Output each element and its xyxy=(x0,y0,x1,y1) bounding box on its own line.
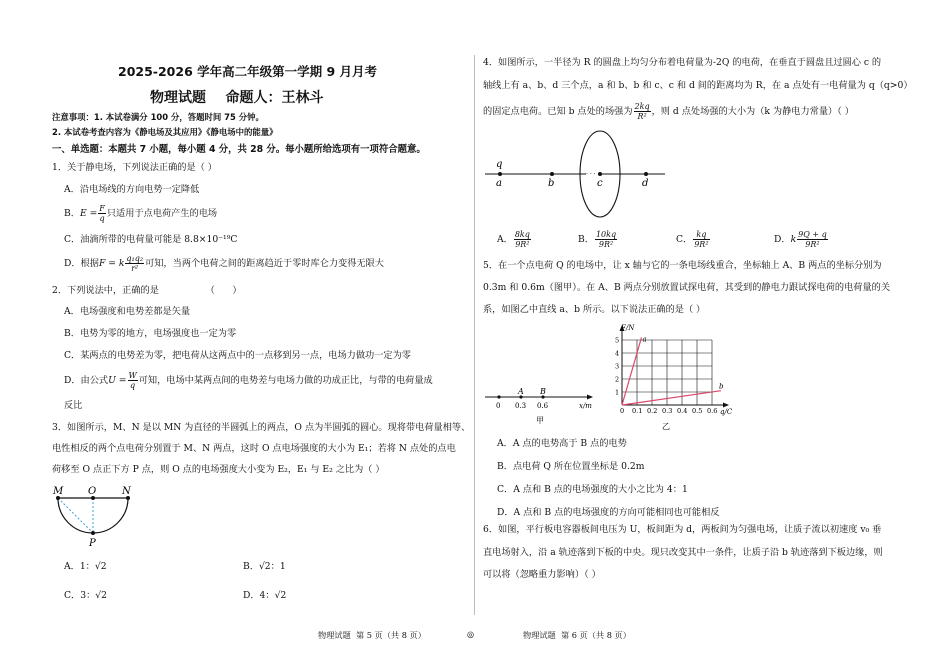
q5-yi-y-ticks xyxy=(615,337,619,397)
q2-stem: 2．下列说法中，正确的是 （ ） xyxy=(52,285,242,296)
q4-b-num: 10kq xyxy=(595,230,617,239)
q4-d-label: D． xyxy=(774,234,791,245)
q4-option-d xyxy=(774,230,829,249)
q4-d-den: 9R² xyxy=(805,240,820,249)
q5-jia-tick-0: 0 xyxy=(496,402,501,410)
q5-yi-label-a: a xyxy=(642,335,647,344)
q2-d-label: D．由公式 xyxy=(64,375,109,386)
exam-title: 2025-2026 学年高二年级第一学期 9 月月考 xyxy=(118,64,378,79)
q5-fig-yi xyxy=(600,323,735,435)
q5-yi-xtick-label: 0 xyxy=(620,407,625,415)
q3-semicircle-figure xyxy=(50,484,140,550)
q5-jia-caption: 甲 xyxy=(536,416,544,425)
q3-line3: 荷移至 O 点正下方 P 点，则 O 点的电场强度大小变为 E₂，E₁ 与 E₂ 之比为（ ） xyxy=(52,464,385,475)
q5-jia-tick-03: 0.3 xyxy=(515,402,527,410)
q1-d-fraction xyxy=(125,254,144,273)
q4-line3 xyxy=(483,102,854,121)
q3-line2: 电性相反的两个点电荷分别置于 M、N 两点，这时 O 点电场强度的大小为 E₁；若将 N 点处的点电 xyxy=(52,443,456,454)
q4-field-num: 2kq xyxy=(634,102,650,111)
q5-jia-label-b: B xyxy=(540,387,546,396)
q3-line1: 3．如图所示，M、N 是以 MN 为直径的半圆弧上的两点，O 点为半圆弧的圆心。现将带电荷量相等、 xyxy=(52,422,471,433)
q1-stem: 1．关于静电场，下列说法正确的是（ ） xyxy=(52,162,217,173)
subject-title: 物理试题 命题人：王林斗 xyxy=(150,90,324,106)
q5-yi-ytick-label: 4 xyxy=(615,349,620,358)
q4-point-a xyxy=(498,172,502,176)
q4-a-fraction xyxy=(514,230,531,249)
q4-c-num: kq xyxy=(693,230,709,240)
q3-point-p xyxy=(91,531,95,535)
q2-d-den: q xyxy=(130,381,136,390)
q4-field-den: R² xyxy=(637,112,647,121)
q5-yi-xtick-label: 0.2 xyxy=(647,407,658,415)
q3-label-p: P xyxy=(89,538,96,549)
q4-axis-dots: · · · xyxy=(586,171,596,178)
q5-yi-ytick-label: 5 xyxy=(615,336,620,345)
q4-label-c: c xyxy=(597,178,603,189)
q4-line3-post: ，则 d 点处场强的大小为（k 为静电力常量）（ ） xyxy=(651,106,854,117)
q2-option-d-cont: 反比 xyxy=(64,400,83,411)
notes-line1 xyxy=(52,111,264,123)
q4-a-num: 8kq xyxy=(514,230,530,239)
q1-b-text: 只适用于点电荷产生的电场 xyxy=(106,208,218,219)
q5-jia-tick-06: 0.6 xyxy=(537,402,549,410)
q5-yi-ytick-label: 1 xyxy=(615,388,620,397)
q5-yi-grid xyxy=(622,340,712,405)
q1-d-eq: F = k xyxy=(98,258,125,269)
q5-option-a: A．A 点的电势高于 B 点的电势 xyxy=(497,438,627,449)
q6-line2: 直电场射入，沿 a 轨迹落到下板的中央。现只改变其中一条件，让质子沿 b 轨迹落到下板边缘，则 xyxy=(483,547,883,558)
q1-option-a: A．沿电场线的方向电势一定降低 xyxy=(64,184,200,195)
q3-option-c: C．3：√2 xyxy=(64,590,107,601)
section-heading: 一、单选题：本题共 7 小题，每小题 4 分，共 28 分。每小题所给选项有一项符合题意。 xyxy=(52,144,426,155)
q2-option-a: A．电场强度和电势差都是矢量 xyxy=(64,306,191,317)
q4-line1: 4．如图所示，一半径为 R 的圆盘上均匀分布着电荷量为-2Q 的电荷，在垂直于圆盘且过圆心 c 的 xyxy=(483,57,882,68)
q5-jia-label-a: A xyxy=(518,387,524,396)
notes-item1: 1. 本试卷满分 100 分，答题时间 75 分钟。 xyxy=(93,112,264,122)
q4-line3-pre: 的固定点电荷。已知 b 点处的场强为 xyxy=(483,106,633,117)
q1-b-num: F xyxy=(99,204,105,213)
q1-d-den: r² xyxy=(131,264,139,273)
q4-b-label: B． xyxy=(578,234,594,245)
q4-option-b xyxy=(578,230,618,249)
q4-option-a xyxy=(497,230,532,249)
q4-c-den: 9R² xyxy=(694,240,709,249)
q4-d-k: k xyxy=(790,234,797,245)
q5-yi-caption: 乙 xyxy=(662,422,670,431)
q1-d-label: D．根据 xyxy=(64,258,99,269)
notes-label: 注意事项： xyxy=(52,112,94,122)
q4-disk-figure xyxy=(485,130,670,222)
q2-option-c: C．某两点的电势差为零，把电荷从这两点中的一点移到另一点，电场力做功一定为零 xyxy=(64,350,411,361)
q5-yi-xlabel: q/C xyxy=(720,408,733,416)
q5-yi-label-b: b xyxy=(719,382,724,391)
q2-d-eq: U = xyxy=(108,375,127,386)
q5-yi-xtick-label: 0.5 xyxy=(692,407,703,415)
q4-point-d xyxy=(644,172,648,176)
q3-label-n: N xyxy=(122,486,131,497)
q5-line2: 0.3m 和 0.6m（图甲）。在 A、B 两点分别放置试探电荷，其受到的静电力跟试探电荷的电荷量的关 xyxy=(483,282,891,293)
q2-option-d xyxy=(64,371,433,390)
q5-yi-line-a xyxy=(622,337,642,405)
q2-option-b: B．电势为零的地方，电场强度也一定为零 xyxy=(64,328,237,339)
q1-d-text: 可知，当两个电荷之间的距离趋近于零时库仑力变得无限大 xyxy=(145,258,384,269)
q5-option-d: D．A 点和 B 点的电场强度的方向可能相同也可能相反 xyxy=(497,507,720,518)
footer-left-page-number: 物理试题 第 5 页（共 8 页） xyxy=(318,630,426,640)
q3-label-o: O xyxy=(88,486,97,497)
q5-yi-ytick-label: 3 xyxy=(615,362,620,371)
q5-option-c: C．A 点和 B 点的电场强度的大小之比为 4：1 xyxy=(497,484,688,495)
q4-line2: 轴线上有 a、b、d 三个点，a 和 b、b 和 c、c 和 d 间的距离均为 R，在 a 点处有一电荷量为 q（q>0） xyxy=(483,80,913,91)
q2-d-num: W xyxy=(128,371,137,380)
q1-option-b xyxy=(64,204,217,223)
q2-d-text: 可知，电场中某两点间的电势差与电场力做的功成正比，与带的电荷量成 xyxy=(138,375,433,386)
q4-c-fraction xyxy=(693,230,709,249)
q1-b-den: q xyxy=(99,214,105,223)
footer-right-page-number: 物理试题 第 6 页（共 8 页） xyxy=(523,630,631,640)
q1-option-d xyxy=(64,254,384,273)
q4-a-den: 9R² xyxy=(515,240,530,249)
q3-option-a: A．1：√2 xyxy=(64,561,107,572)
q4-label-a: a xyxy=(496,178,502,189)
q5-yi-xtick-label: 0.3 xyxy=(662,407,673,415)
q4-point-b xyxy=(550,172,554,176)
q1-d-num: q₁q₂ xyxy=(126,254,144,263)
q6-line1: 6．如图，平行板电容器板间电压为 U，板间距为 d，两板间为匀强电场，让质子流以初速度 v₀ 垂 xyxy=(483,524,882,535)
q5-jia-arrow xyxy=(587,395,593,400)
q4-label-d: d xyxy=(642,178,649,189)
q5-yi-xtick-label: 0.4 xyxy=(677,407,688,415)
q5-jia-origin xyxy=(497,395,500,398)
q4-field-fraction xyxy=(634,102,651,121)
notes-item2: 2. 本试卷考查内容为《静电场及其应用》《静电场中的能量》 xyxy=(52,127,278,137)
q1-b-eq: E = xyxy=(79,208,98,219)
q5-yi-x-ticks xyxy=(620,407,717,415)
q1-b-label: B． xyxy=(64,208,80,219)
q4-label-b: b xyxy=(548,178,555,189)
q2-d-fraction xyxy=(128,371,138,390)
q4-a-label: A． xyxy=(497,234,513,245)
footer-center-mark: ◎ xyxy=(467,629,475,639)
q5-line1: 5．在一个点电荷 Q 的电场中，让 x 轴与它的一条电场线重合，坐标轴上 A、B 两点的坐标分别为 xyxy=(483,260,882,271)
q4-b-fraction xyxy=(595,230,617,249)
q3-option-d: D．4：√2 xyxy=(243,590,287,601)
q5-yi-xtick-label: 0.1 xyxy=(632,407,643,415)
q4-c-label: C． xyxy=(676,234,693,245)
right-page xyxy=(475,0,950,671)
q4-option-c xyxy=(676,230,711,249)
q5-line3: 系，如图乙中直线 a、b 所示。以下说法正确的是（ ） xyxy=(483,304,706,315)
q4-d-num: 9Q + q xyxy=(798,230,827,239)
q1-b-fraction xyxy=(98,204,106,223)
q3-option-b: B．√2：1 xyxy=(243,561,286,572)
q5-fig-jia xyxy=(483,385,598,427)
q5-option-b: B．点电荷 Q 所在位置坐标是 0.2m xyxy=(497,461,645,472)
q5-jia-unit: x/m xyxy=(579,402,592,410)
q4-label-q: q xyxy=(496,159,503,170)
q4-point-c xyxy=(598,172,602,176)
q1-option-c: C．油滴所带的电荷量可能是 8.8×10⁻¹⁹C xyxy=(64,234,238,245)
q3-label-m: M xyxy=(53,486,64,497)
q5-yi-xtick-label: 0.6 xyxy=(707,407,718,415)
q5-yi-ylabel: F/N xyxy=(621,324,635,332)
q6-line3: 可以将（忽略重力影响）（ ） xyxy=(483,569,601,580)
q4-d-fraction xyxy=(797,230,828,249)
q4-b-den: 9R² xyxy=(598,240,614,249)
q5-yi-ytick-label: 2 xyxy=(615,375,620,384)
q5-yi-x-arrow xyxy=(723,403,729,408)
